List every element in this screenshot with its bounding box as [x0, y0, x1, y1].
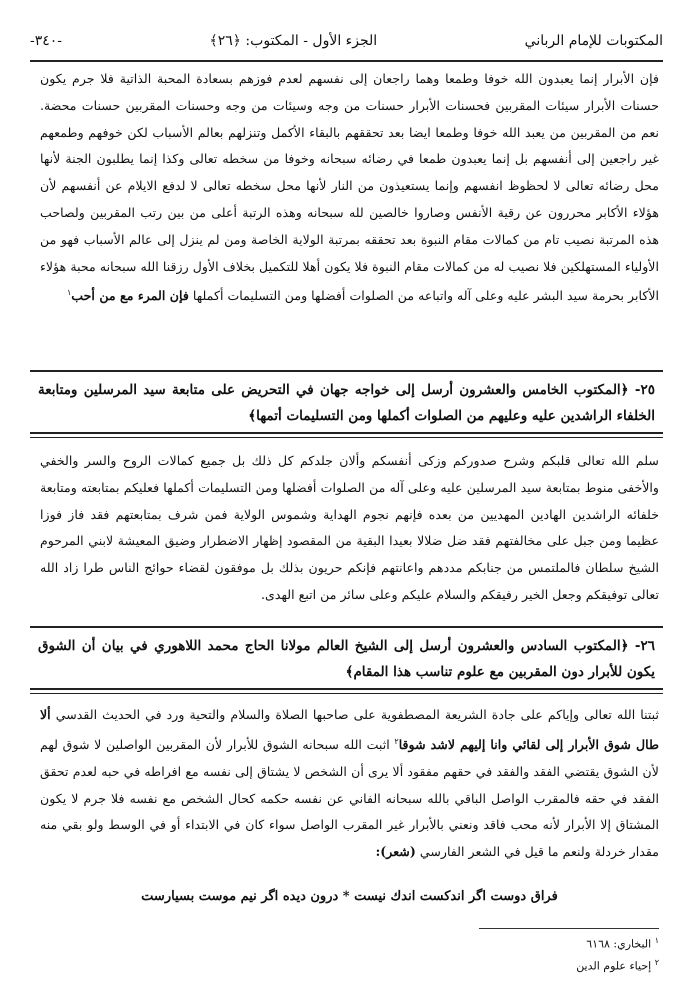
- letter-26-title: ٢٦- ﴿المكتوب السادس والعشرون أرسل إلى الشيخ العالم مولانا الحاج محمد اللاهوري في بيان أن الشوق يكون للأبرار دون المقربين مع علوم تناسب هذا المقام﴾: [30, 626, 663, 690]
- page-header: [30, 24, 663, 58]
- letter-25-title: ٢٥- ﴿المكتوب الخامس والعشرون أرسل إلى خواجه جهان في التحريض على متابعة سيد المرسلين ومتابعة الخلفاء الراشدين عليه وعليهم من الصلوات أكملها ومن التسليمات أتمها﴾: [30, 370, 663, 434]
- poem-label: (شعر):: [375, 844, 416, 860]
- section-label: الجزء الأول - المكتوب: ﴿٢٦﴾: [209, 33, 378, 49]
- paragraph-1: فإن الأبرار إنما يعبدون الله خوفا وطمعا وهما راجعان إلى نفسهم لعدم فوزهم بسعادة المحبة الذاتية فلا جرم يكون حسنات الأبرار سيئات المقربين فحسنات الأبرار حسنات من وجه وسيئات من وجه وحسنات المقربين حسنات محضة. نعم من المقربين من يعبد الله خوفا وطمعا ايضا بعد تحققهم بالبقاء الأكمل وتنزلهم بعالم الأسباب لكن خوفهم وطمعهم غير راجعين إلى أنفسهم بل إنما يعبدون طمعا في رضائه سبحانه وخوفا من سخطه تعالى وكذا إنما يطلبون الجنة لأنها محل رضائه تعالى لا لحظوظ انفسهم وإنما يستعيذون من النار لأنها محل سخطه تعالى لا لدفع الايلام عن أنفسهم لأن هؤلاء الأكابر محررون عن رقية الأنفس وصاروا خالصين لله سبحانه وهذه الرتبة أعلى من بين رتب المقربين ولصاحب هذه المرتبة نصيب تام من كمالات مقام النبوة بعد تحققه بمرتبة الولاية الخاصة ومن لم ينزل إلى عالم الأسباب فهو من الأولياء المستهلكين فلا نصيب له من كمالات مقام النبوة فلا يكون أهلا للتكميل بخلاف الأول رزقنا الله سبحانه محبة هؤلاء الأكابر بحرمة سيد البشر عليه وعلى آله واتباعه من الصلوات أفضلها ومن التسليمات أكملها فإن المرء مع من أحب$^١$: [40, 71, 659, 304]
- page-number: -٣٤٠-: [30, 33, 63, 49]
- footnote-mark-2: ٢: [394, 736, 399, 746]
- footnote-2: $^٢$ إحياء علوم الدين: [576, 957, 659, 973]
- header-rule: [30, 60, 663, 62]
- paragraph-3: ثبتنا الله تعالى وإياكم على جادة الشريعة المصطفوية على صاحبها الصلاة والسلام والتحية ورد في الحديث القدسي ألا طال شوق الأبرار إلى لقائي وانا إليهم لاشد شوقا$^٢$ اثبت الله سبحانه الشوق للأبرار لأن المقربين الواصلين لا شوق لهم لأن الشوق يقتضي الفقد والفقد في حقهم مفقود ألا يرى أن الشخص لا يشتاق إلى نفسه مع افراطه في حبه لعدم تحقق الفقد في حقه فالمقرب الواصل الباقي بالله سبحانه الفاني عن نفسه حكمه كحال الشخص مع نفسه فلا جرم لا يكون المشتاق إلا الأبرار لأنه محب فاقد ونعني بالأبرار غير المقرب الواصل سواء كان في الابتداء أو في الوسط ولو بقي منه مقدار خردلة ولنعم ما قيل في الشعر الفارسي (شعر):: [40, 707, 659, 860]
- paragraph-2: سلم الله تعالى قلبكم وشرح صدوركم وزكى أنفسكم وألان جلدكم كل ذلك بل جميع كمالات الروح والسر والخفي والأخفى منوط بمتابعة سيد المرسلين عليه وعلى آله من الصلوات أفضلها ومن التسليمات أكملها فعليكم بمتابعته ومتابعة خلفائه الراشدين الهادين المهديين من بعده فإنهم نجوم الهداية وشموس الولاية فمن شرف بمتابعتهم فقد فاز فوزا عظيما ومن جبل على مخالفتهم فقد ضل ضلالا بعيدا البقية من المقصود إظهار الاضطرار وضيق المعيشة لابني المرحوم الشيخ سلطان فالملتمس من جنابكم مددهم واعانتهم فإنكم حريون بذلك بل موفقون لقضاء حوائج الناس طرا زاد الله تعالى توفيقكم وجعل الخير رفيقكم والسلام عليكم وعلى سائر من اتبع الهدى.: [40, 453, 659, 602]
- book-title: المكتوبات للإمام الرباني: [524, 33, 663, 49]
- footnote-rule: [479, 928, 659, 929]
- persian-verse: فراق دوست اگر اندكست اندك نيست * درون ديده اگر نيم موست بسيارست: [141, 889, 558, 904]
- footnotes: [359, 932, 659, 975]
- hadith-qudsi: ألا طال شوق الأبرار إلى لقائي وانا إليهم لاشد شوقا: [40, 707, 659, 752]
- footnote-1: $^١$ البخاري: ٦١٦٨: [586, 936, 659, 951]
- hadith-quote: فإن المرء مع من أحب: [71, 288, 189, 304]
- footnote-mark-1: ١: [66, 288, 72, 298]
